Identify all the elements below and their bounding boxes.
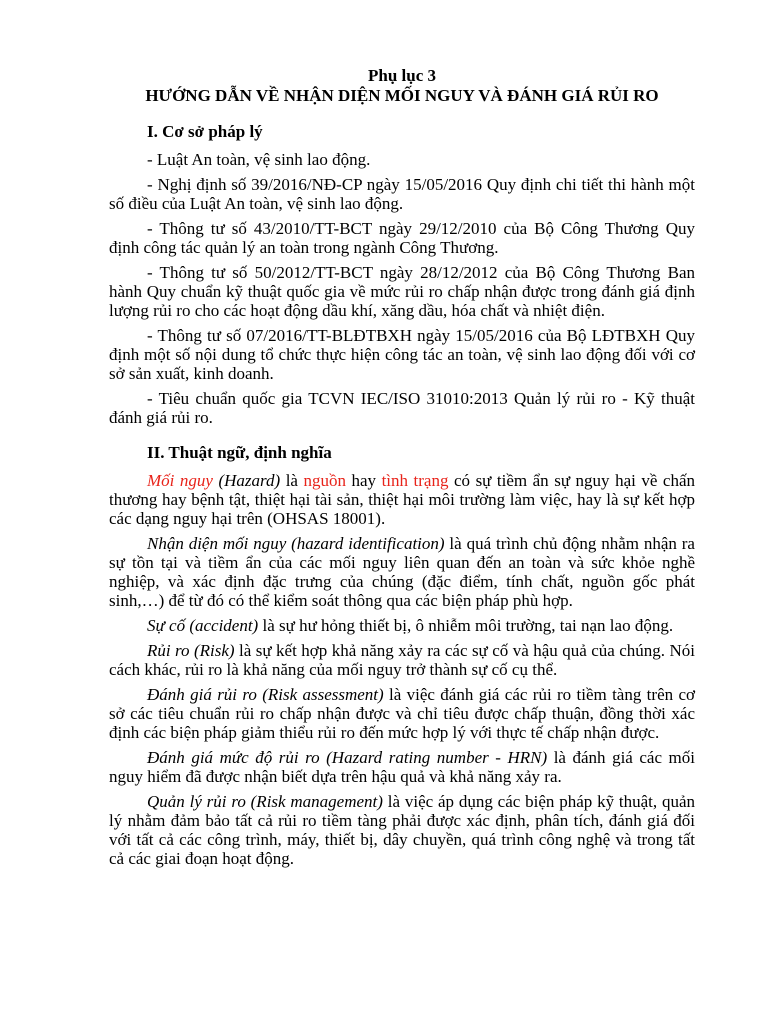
definition-term: Đánh giá rủi ro (Risk assessment) — [147, 685, 384, 704]
definition-hazard — [109, 471, 695, 528]
definition-text: là sự hư hỏng thiết bị, ô nhiễm môi trường, tai nạn lao động. — [258, 616, 674, 635]
definition-text: là quá trình chủ động nhằm nhận ra sự tồn tại và tiềm ẩn của các mối nguy liên quan đến an toàn và sức khỏe nghề nghiệp, và xác định đặc trưng của chúng (đặc điểm, tính chất, nguồn gốc phát sinh,…) để từ đó có thể kiểm soát thông qua các biện pháp phù hợp. — [109, 534, 695, 610]
definition-term: Quản lý rủi ro (Risk management) — [147, 792, 383, 811]
highlight-state: tình trạng — [381, 471, 449, 490]
definition-accident — [109, 616, 695, 635]
definition-term: Nhận diện mối nguy (hazard identification) — [147, 534, 445, 553]
legal-item: - Thông tư số 43/2010/TT-BCT ngày 29/12/2010 của Bộ Công Thương Quy định công tác quản lý an toàn trong ngành Công Thương. — [109, 219, 695, 257]
legal-item: - Thông tư số 07/2016/TT-BLĐTBXH ngày 15/05/2016 của Bộ LĐTBXH Quy định một số nội dung tổ chức thực hiện công tác an toàn, vệ sinh lao động đối với cơ sở sản xuất, kinh doanh. — [109, 326, 695, 383]
definition-text: là — [280, 471, 304, 490]
definition-risk-management — [109, 792, 695, 868]
appendix-label: Phụ lục 3 — [367, 66, 437, 85]
definition-term: Sự cố (accident) — [147, 616, 259, 635]
document-title: HƯỚNG DẪN VỀ NHẬN DIỆN MỐI NGUY VÀ ĐÁNH GIÁ RỦI RO — [145, 86, 659, 105]
term-hazard: Mối nguy — [147, 471, 213, 490]
legal-item: - Thông tư số 50/2012/TT-BCT ngày 28/12/2012 của Bộ Công Thương Ban hành Quy chuẩn kỹ thuật quốc gia về mức rủi ro chấp nhận được trong đánh giá định lượng rủi ro cho các hoạt động dầu khí, xăng dầu, hóa chất và nhiệt điện. — [109, 263, 695, 320]
definition-text: có sự tiềm ẩn sự nguy hại về chấn thương hay bệnh tật, thiệt hại tài sản, thiệt hại môi trường làm việc, hay là sự kết hợp các dạng nguy hại trên (OHSAS 18001). — [109, 471, 696, 528]
definition-risk — [109, 641, 695, 679]
section-heading-legal-basis: I. Cơ sở pháp lý — [147, 122, 263, 141]
section-heading-terms: II. Thuật ngữ, định nghĩa — [147, 443, 332, 462]
definition-text: là sự kết hợp khả năng xảy ra các sự cố và hậu quả của chúng. Nói cách khác, rủi ro là khả năng của mối nguy trở thành sự cố cụ thể. — [109, 641, 696, 679]
definition-hazard-identification — [109, 534, 695, 610]
legal-item: - Tiêu chuẩn quốc gia TCVN IEC/ISO 31010:2013 Quản lý rủi ro - Kỹ thuật đánh giá rủi ro. — [109, 389, 695, 427]
definition-text: hay — [345, 471, 382, 490]
definition-risk-assessment — [109, 685, 695, 742]
legal-item: - Luật An toàn, vệ sinh lao động. — [147, 150, 371, 169]
document-header — [109, 66, 695, 106]
definition-hrn — [109, 748, 695, 786]
legal-item: - Nghị định số 39/2016/NĐ-CP ngày 15/05/2016 Quy định chi tiết thi hành một số điều của Luật An toàn, vệ sinh lao động. — [109, 175, 695, 213]
definition-text: là việc đánh giá các rủi ro tiềm tàng trên cơ sở các tiêu chuẩn rủi ro chấp nhận được và chỉ tiêu được chấp thuận, đồng thời xác định các biện pháp giảm thiểu rủi ro đến mức hợp lý với thực tế chấp nhận được. — [109, 685, 695, 742]
highlight-source: nguồn — [303, 471, 346, 490]
definition-term: Đánh giá mức độ rủi ro (Hazard rating number - HRN) — [147, 748, 548, 767]
definition-term: Rủi ro (Risk) — [147, 641, 235, 660]
definition-text: là việc áp dụng các biện pháp kỹ thuật, quản lý nhằm đảm bảo tất cả rủi ro tiềm tàng phải được xác định, phân tích, đánh giá đối với tất cả các công trình, máy, thiết bị, dây chuyền, quá trình công nghệ và trong tất cả các giai đoạn hoạt động. — [109, 792, 696, 868]
term-hazard-en: (Hazard) — [212, 471, 281, 490]
definition-text: là đánh giá các mối nguy hiểm đã được nhận biết dựa trên hậu quả và khả năng xảy ra. — [109, 748, 696, 786]
